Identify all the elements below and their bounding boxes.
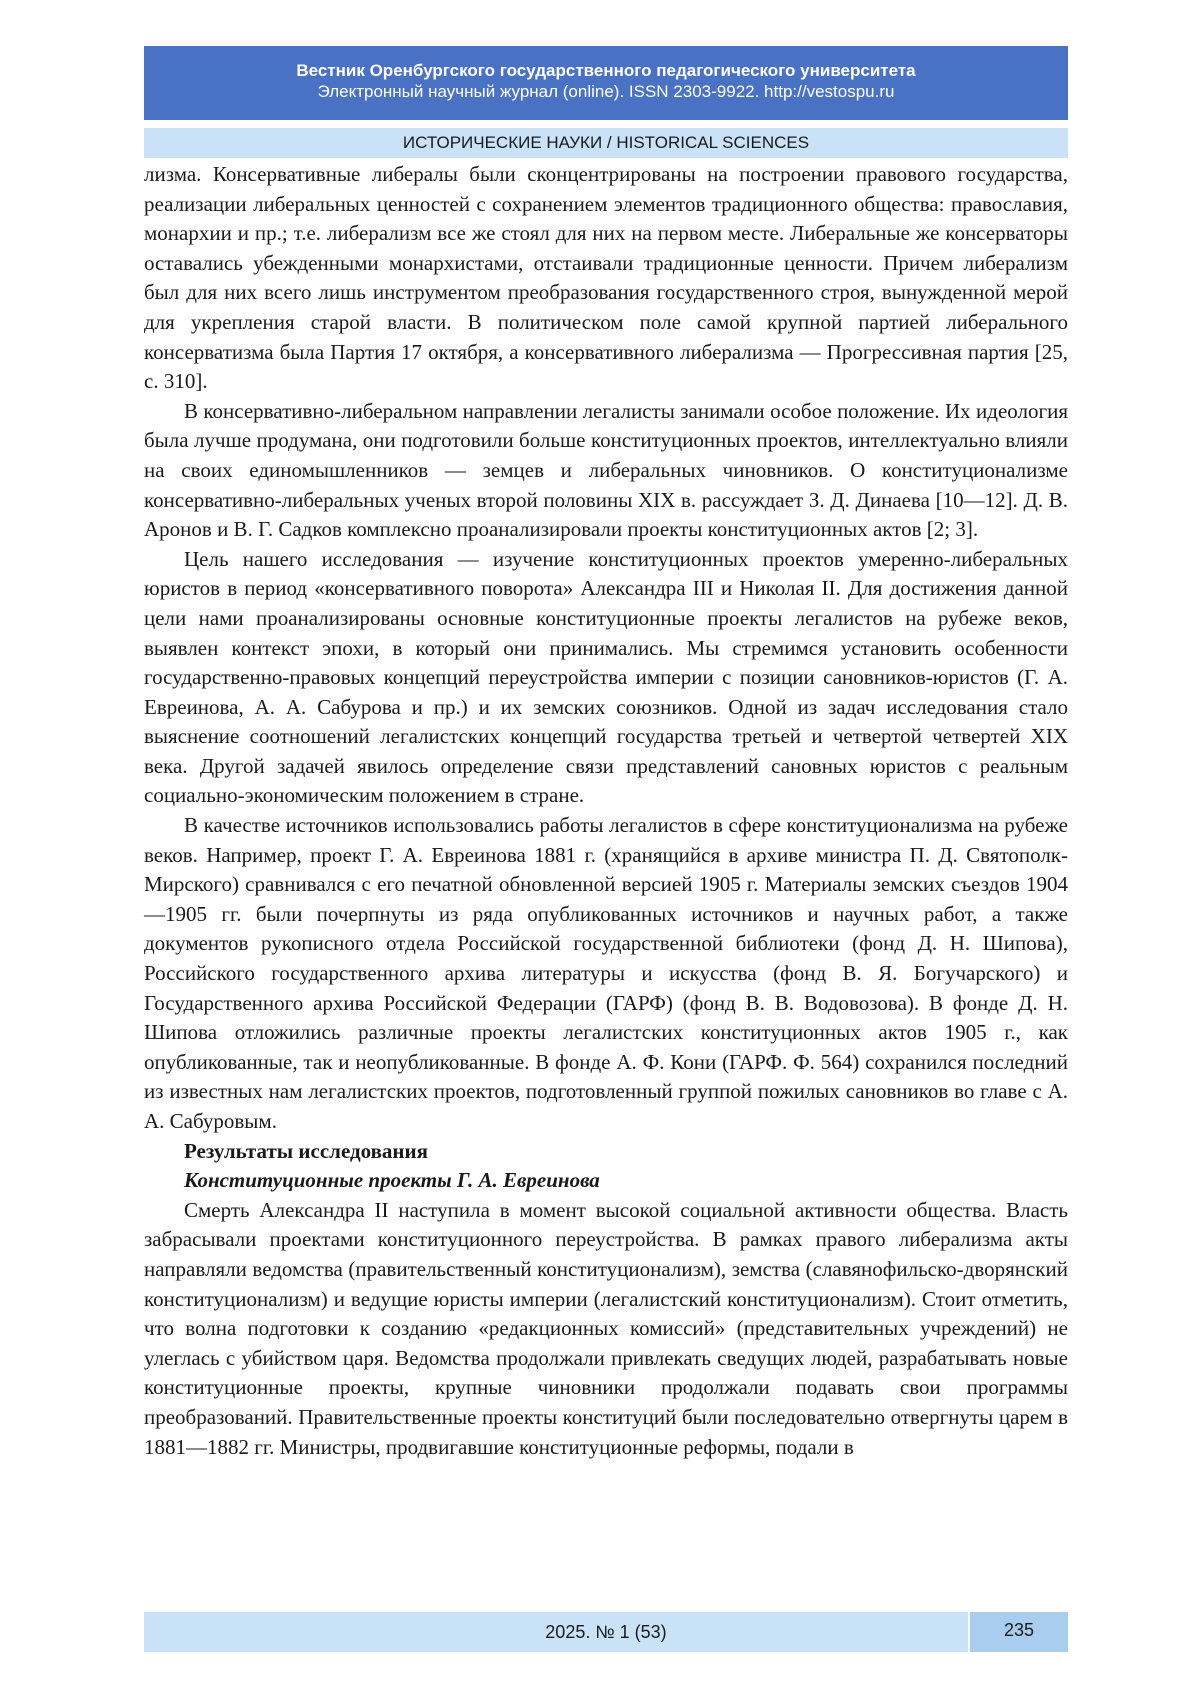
subsection-heading: Конституционные проекты Г. А. Евреинова <box>184 1168 600 1193</box>
paragraph: Смерть Александра II наступила в момент высокой социальной активности общества. Власть забрасывали проектами конституционного переустройства. В рамках правого либерализма акты направляли ведомства (правительственный конституционализм), земства (славянофильско-дворянский конституционализм) и ведущие юристы империи (легалистский конституционализм). Стоит отметить, что волна подготовки к созданию «редакционных комиссий» (представительных учреждений) не улеглась с убийством царя. Ведомства продолжали привлекать сведущих людей, разрабатывать новые конституционные проекты, крупные чиновники продолжали подавать свои программы преобразований. Правительственные проекты конституций были последовательно отвергнуты царем в 1881—1882 гг. Министры, продвигавшие конституционные реформы, подали в <box>144 1197 1068 1459</box>
footer-issue: 2025. № 1 (53) <box>144 1612 968 1652</box>
paragraph: В консервативно-либеральном направлении легалисты занимали особое положение. Их идеология была лучше продумана, они подготовили больше конституционных проектов, интеллектуально влияли на своих единомышленников — земцев и либеральных чиновников. О конституционализме консервативно-либеральных ученых второй половины XIX в. рассуждает З. Д. Динаева [10—12]. Д. В. Аронов и В. Г. Садков комплексно проанализировали проекты конституционных актов [2; 3]. <box>144 398 1068 542</box>
journal-subtitle: Электронный научный журнал (online). ISSN 2303-9922. http://vestospu.ru <box>317 82 895 101</box>
section-heading: Результаты исследования <box>184 1138 428 1163</box>
journal-header <box>144 46 1068 120</box>
journal-title: Вестник Оренбургского государственного педагогического университета <box>296 61 916 80</box>
paragraph: Цель нашего исследования — изучение конституционных проектов умеренно-либеральных юристов в период «консервативного поворота» Александра III и Николая II. Для достижения данной цели нами проанализированы основные конституционные проекты легалистов на рубеже веков, выявлен контекст эпохи, в который они принимались. Мы стремимся установить особенности государственно-правовых концепций переустройства империи с позиции сановников-юристов (Г. А. Евреинова, А. А. Сабурова и пр.) и их земских союзников. Одной из задач исследования стало выяснение соотношений легалистских концепций государства третьей и четвертой четвертей XIX века. Другой задачей явилось определение связи представлений сановных юристов с реальным социально-экономическим положением в стране. <box>144 546 1068 808</box>
article-body <box>144 160 1068 1462</box>
page-number: 235 <box>970 1612 1068 1652</box>
section-label: ИСТОРИЧЕСКИЕ НАУКИ / HISTORICAL SCIENCES <box>144 128 1068 158</box>
paragraph: В качестве источников использовались работы легалистов в сфере конституционализма на рубеже веков. Например, проект Г. А. Евреинова 1881 г. (хранящийся в архиве министра П. Д. Святополк-Мирского) сравнивался с его печатной обновленной версией 1905 г. Материалы земских съездов 1904—1905 гг. были почерпнуты из ряда опубликованных источников и научных работ, а также документов рукописного отдела Российской государственной библиотеки (фонд Д. Н. Шипова), Российского государственного архива литературы и искусства (фонд В. Я. Богучарского) и Государственного архива Российской Федерации (ГАРФ) (фонд В. В. Водовозова). В фонде Д. Н. Шипова отложились различные проекты легалистских конституционных актов 1905 г., как опубликованные, так и неопубликованные. В фонде А. Ф. Кони (ГАРФ. Ф. 564) сохранился последний из известных нам легалистских проектов, подготовленный группой пожилых сановников во главе с А. А. Сабуровым. <box>144 813 1068 1133</box>
paragraph: лизма. Консервативные либералы были сконцентрированы на построении правового государства, реализации либеральных ценностей с сохранением элементов традиционного общества: православия, монархии и пр.; т.е. либерализм все же стоял для них на первом месте. Либеральные же консерваторы оставались убежденными монархистами, отстаивали традиционные ценности. Причем либерализм был для них всего лишь инструментом преобразования государственного строя, вынужденной мерой для укрепления старой власти. В политическом поле самой крупной партией либерального консерватизма была Партия 17 октября, а консервативного либерализма — Прогрессивная партия [25, с. 310]. <box>144 162 1068 394</box>
